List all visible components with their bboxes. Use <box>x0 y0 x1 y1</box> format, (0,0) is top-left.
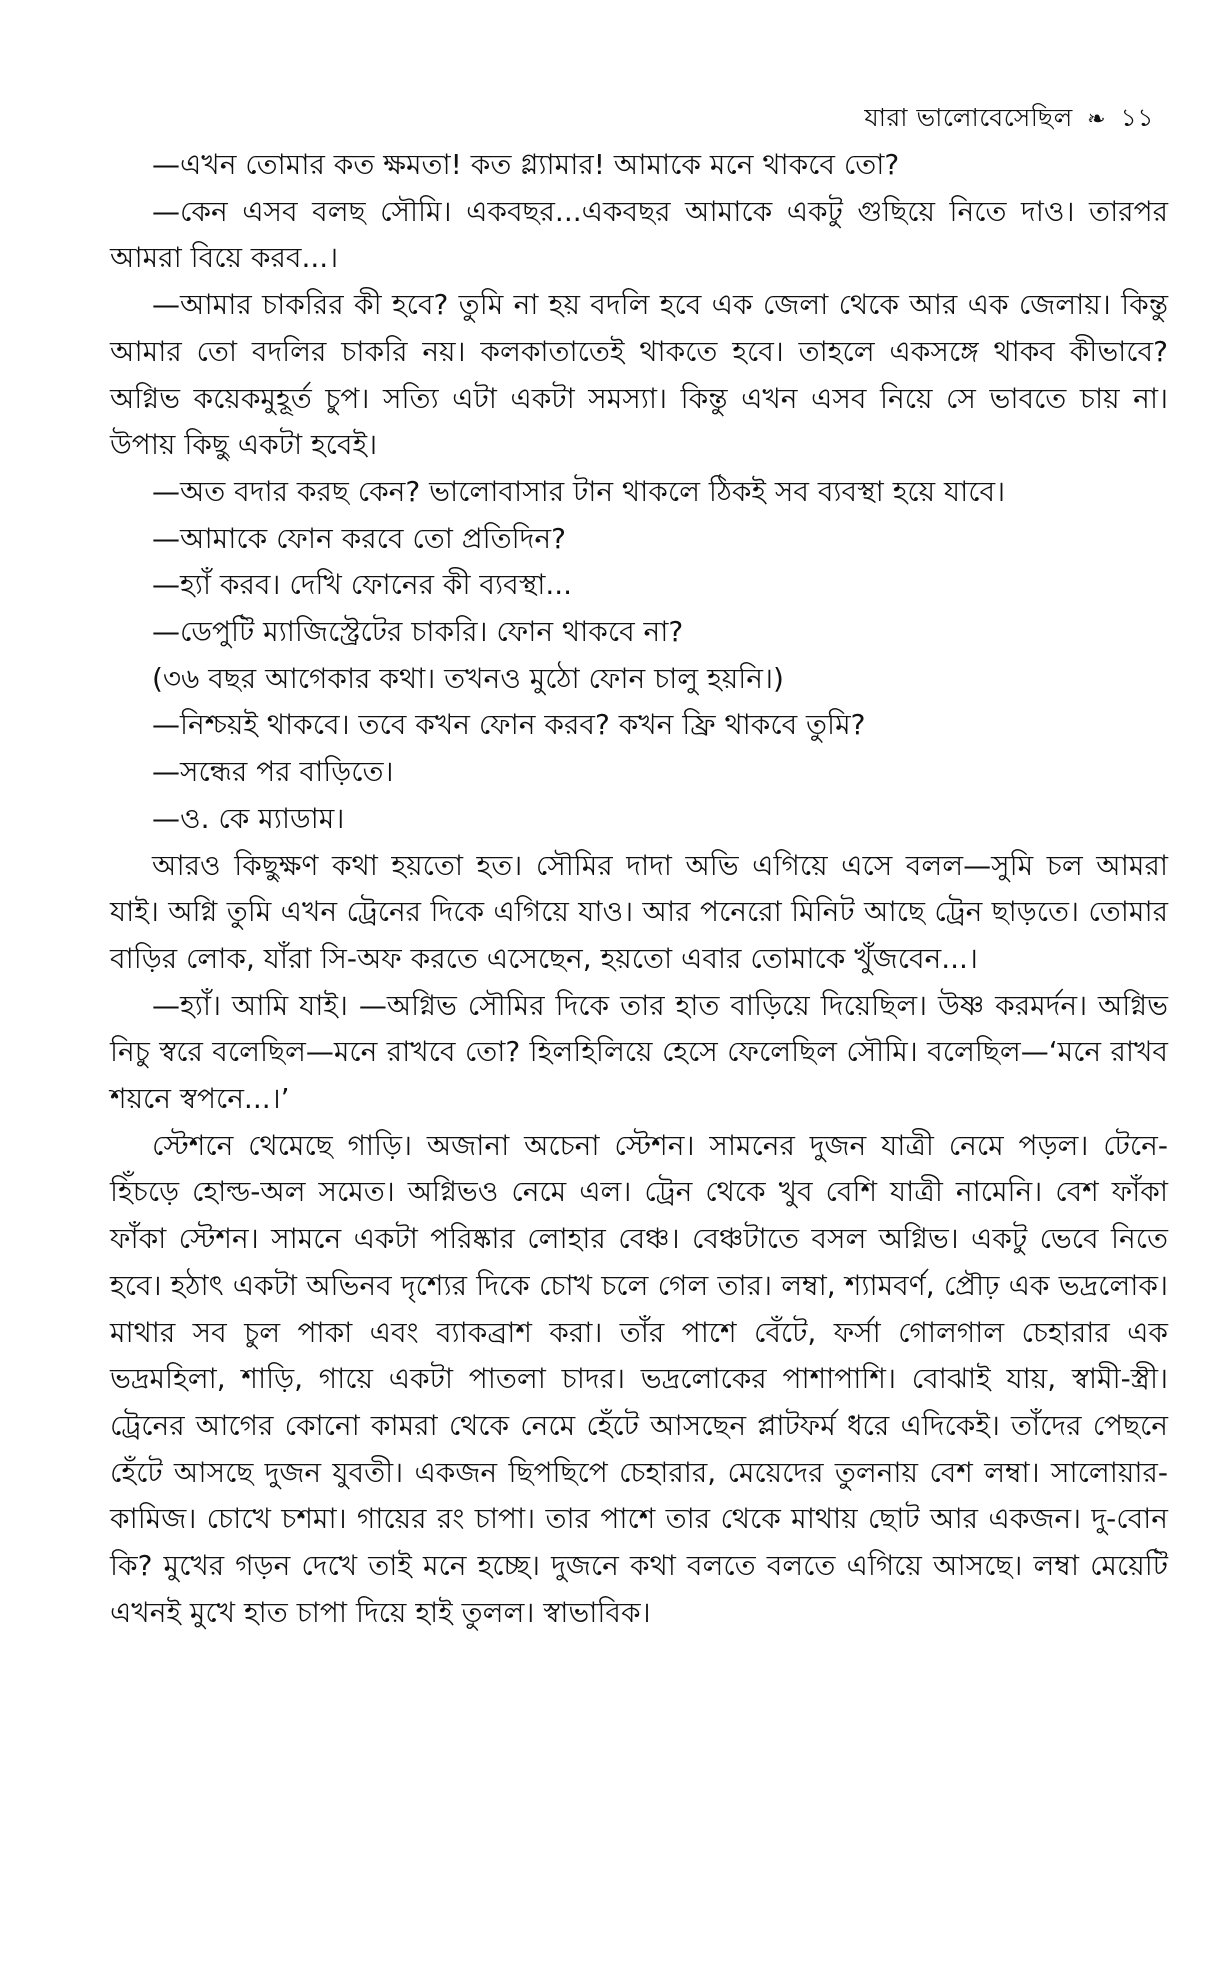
paragraph: —আমার চাকরির কী হবে? তুমি না হয় বদলি হবে এক জেলা থেকে আর এক জেলায়। কিন্তু আমার তো বদলির চাকরি নয়। কলকাতাতেই থাকতে হবে। তাহলে একসঙ্গে থাকব কীভাবে? অগ্নিভ কয়েকমুহূর্ত চুপ। সত্যি এটা একটা সমস্যা। কিন্তু এখন এসব নিয়ে সে ভাবতে চায় না। উপায় কিছু একটা হবেই। <box>110 288 1168 462</box>
paragraph: —এখন তোমার কত ক্ষমতা! কত গ্ল্যামার! আমাকে মনে থাকবে তো? <box>152 148 900 181</box>
fleuron-ornament-icon: ❧ <box>1087 107 1107 132</box>
paragraph: স্টেশনে থেমেছে গাড়ি। অজানা অচেনা স্টেশন। সামনের দুজন যাত্রী নেমে পড়ল। টেনে-হিঁচড়ে হোল্ড-অল সমেত। অগ্নিভও নেমে এল। ট্রেন থেকে খুব বেশি যাত্রী নামেনি। বেশ ফাঁকা ফাঁকা স্টেশন। সামনে একটা পরিষ্কার লোহার বেঞ্চ। বেঞ্চটাতে বসল অগ্নিভ। একটু ভেবে নিতে হবে। হঠাৎ একটা অভিনব দৃশ্যের দিকে চোখ চলে গেল তার। লম্বা, শ্যামবর্ণ, প্রৌঢ় এক ভদ্রলোক। মাথার সব চুল পাকা এবং ব্যাকব্রাশ করা। তাঁর পাশে বেঁটে, ফর্সা গোলগাল চেহারার এক ভদ্রমহিলা, শাড়ি, গায়ে একটা পাতলা চাদর। ভদ্রলোকের পাশাপাশি। বোঝাই যায়, স্বামী-স্ত্রী। ট্রেনের আগের কোনো কামরা থেকে নেমে হেঁটে আসছেন প্লাটফর্ম ধরে এদিকেই। তাঁদের পেছনে হেঁটে আসছে দুজন যুবতী। একজন ছিপছিপে চেহারার, মেয়েদের তুলনায় বেশ লম্বা। সালোয়ার-কামিজ। চোখে চশমা। গায়ের রং চাপা। তার পাশে তার থেকে মাথায় ছোট আর একজন। দু-বোন কি? মুখের গড়ন দেখে তাই মনে হচ্ছে। দুজনে কথা বলতে বলতে এগিয়ে আসছে। লম্বা মেয়েটি এখনই মুখে হাত চাপা দিয়ে হাই তুলল। স্বাভাবিক। <box>110 1128 1168 1629</box>
paragraph: —হ্যাঁ করব। দেখি ফোনের কী ব্যবস্থা... <box>152 568 573 602</box>
paragraph: —সন্ধের পর বাড়িতে। <box>152 755 394 789</box>
page-number: ১১ <box>1120 103 1154 132</box>
paragraph: —আমাকে ফোন করবে তো প্রতিদিন? <box>152 521 566 555</box>
paragraph: আরও কিছুক্ষণ কথা হয়তো হত। সৌমির দাদা অভি এগিয়ে এসে বলল—সুমি চল আমরা যাই। অগ্নি তুমি এখন ট্রেনের দিকে এগিয়ে যাও। আর পনেরো মিনিট আছে ট্রেন ছাড়তে। তোমার বাড়ির লোক, যাঁরা সি-অফ করতে এসেছেন, হয়তো এবার তোমাকে খুঁজবেন...। <box>110 848 1168 975</box>
paragraph: —নিশ্চয়ই থাকবে। তবে কখন ফোন করব? কখন ফ্রি থাকবে তুমি? <box>152 708 866 742</box>
page-body <box>110 142 1168 1637</box>
paragraph: (৩৬ বছর আগেকার কথা। তখনও মুঠো ফোন চালু হয়নি।) <box>152 661 784 695</box>
paragraph: —কেন এসব বলছ সৌমি। একবছর...একবছর আমাকে একটু গুছিয়ে নিতে দাও। তারপর আমরা বিয়ে করব...। <box>110 194 1168 275</box>
book-title: যারা ভালোবেসেছিল <box>864 103 1073 132</box>
running-header <box>864 98 1154 141</box>
paragraph: —হ্যাঁ। আমি যাই। —অগ্নিভ সৌমির দিকে তার হাত বাড়িয়ে দিয়েছিল। উষ্ণ করমর্দন। অগ্নিভ নিচু স্বরে বলেছিল—মনে রাখবে তো? হিলহিলিয়ে হেসে ফেলেছিল সৌমি। বলেছিল—‘মনে রাখব শয়নে স্বপনে...।’ <box>110 988 1168 1116</box>
paragraph: —অত বদার করছ কেন? ভালোবাসার টান থাকলে ঠিকই সব ব্যবস্থা হয়ে যাবে। <box>152 474 1006 508</box>
paragraph: —ও. কে ম্যাডাম। <box>152 801 345 835</box>
paragraph: —ডেপুটি ম্যাজিস্ট্রেটের চাকরি। ফোন থাকবে না? <box>152 615 684 649</box>
